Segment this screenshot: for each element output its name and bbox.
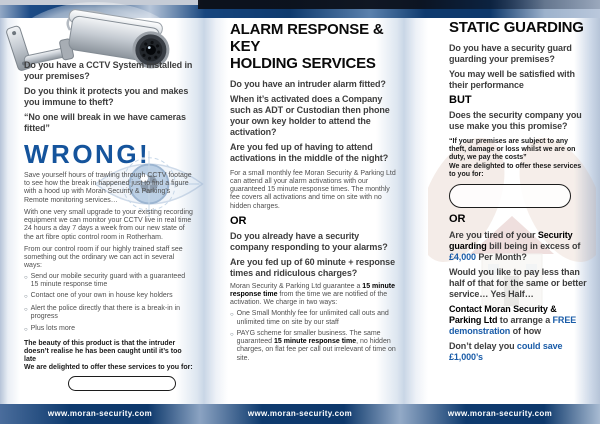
- circle-bullet-icon: ○: [24, 274, 28, 281]
- or-divider: OR: [230, 214, 247, 227]
- circle-bullet-icon: ○: [230, 312, 234, 319]
- list-item: ○ One Small Monthly fee for unlimited call outs and unlimited time on site by our staff: [230, 310, 389, 326]
- or-divider: OR: [449, 213, 466, 225]
- cctv-question-1: Do you have a CCTV System installed in your premises?: [24, 60, 193, 81]
- price-write-in-box: [449, 184, 571, 208]
- guarding-title: STATIC GUARDING: [449, 19, 584, 36]
- guarding-question-4: Are you tired of your Security guarding bill being in excess of £4,000 Per Month?: [449, 230, 581, 262]
- footer-bar: [0, 404, 600, 424]
- wrong-headline: WRONG!: [24, 138, 151, 169]
- cctv-question-2: Do you think it protects you and makes you immune to theft?: [24, 85, 189, 107]
- dont-delay-line: Don’t delay you could save £1,000’s: [449, 340, 563, 362]
- list-item: ○ Alert the police directly that there is a break-in in progress: [24, 305, 181, 321]
- circle-bullet-icon: ○: [24, 294, 28, 301]
- footer-url: www.moran-security.com: [47, 409, 153, 418]
- alarm-title-line-1: ALARM RESPONSE & KEY: [230, 21, 384, 55]
- circle-bullet-icon: ○: [24, 326, 28, 333]
- list-item: ○ Send our mobile security guard with a guaranteed 15 minute response time: [24, 272, 186, 288]
- circle-bullet-icon: ○: [230, 331, 234, 338]
- beauty-statement: The beauty of this product is that the intruder doesn’t realise he has been caught until it’s too late: [24, 339, 182, 364]
- alarm-paragraph: For a small monthly fee Moran Security & Parking Ltd can attend all your alarm activations with our guaranteed 15 minute response times. The monthly fee covers all activations and time on site with no hidden charges.: [230, 169, 396, 210]
- cctv-question-3: “No one will break in we have cameras fitted”: [24, 111, 186, 133]
- alarm-question-2: When it’s activated does a Company such as ADT or Custodian then phone your own key holder to attend the activation?: [230, 93, 390, 137]
- alarm-question-1: Do you have an intruder alarm fitted?: [230, 78, 386, 89]
- cctv-paragraph-2: With one very small upgrade to your existing recording equipment we can monitor your CCTV live in real time 24 hours a day 7 days a week from our new state of the art fibre optic control room in Rotherham.: [24, 208, 193, 241]
- alarm-question-4: Do you already have a security company responding to your alarms?: [230, 230, 388, 252]
- contact-line: Contact Moran Security & Parking Ltd to arrange a FREE demonstration of how: [449, 303, 577, 336]
- offer-statement: We are delighted to offer these services to you for:: [24, 364, 193, 372]
- guarding-question-5: Would you like to pay less than half of that for the same or better service… Yes Half…: [449, 266, 587, 299]
- but-divider: BUT: [449, 93, 472, 106]
- guarding-question-2: You may well be satisfied with their performance: [449, 68, 575, 90]
- offer-statement: We are delighted to offer these services to you for:: [449, 162, 582, 178]
- cctv-action-list: [24, 273, 194, 335]
- guarding-question-1: Do you have a security guard guarding your premises?: [449, 42, 572, 64]
- alarm-title-line-2: HOLDING SERVICES: [230, 54, 376, 72]
- guarantee-paragraph: Moran Security & Parking Ltd guarantee a 15 minute response time from the time we are notified of the activation. We charge in two ways:: [230, 282, 395, 307]
- header-bar-dark-strip: [198, 0, 600, 9]
- list-item: ○ PAYG scheme for smaller business. The same guaranteed 15 minute response time, no hidden charges, on flat fee per call out irrelevant of time on site.: [230, 329, 396, 362]
- panel-cctv: [24, 60, 194, 391]
- footer-url: www.moran-security.com: [447, 409, 553, 418]
- alarm-question-5: Are you fed up of 60 minute + response times and ridiculous charges?: [230, 256, 395, 278]
- list-item: ○ Plus lots more: [24, 324, 75, 333]
- cctv-paragraph-3: From our control room if our highly trained staff see something out the ordinary we can act in several ways:: [24, 245, 183, 270]
- footer-url: www.moran-security.com: [247, 409, 353, 418]
- promise-quote: “If your premises are subject to any theft, damage or loss whilst we are on duty, we pay the costs”: [449, 137, 576, 162]
- alarm-question-3: Are you fed up of having to attend activations in the middle of the night?: [230, 141, 389, 163]
- list-item: ○ Contact one of your own in house key holders: [24, 292, 173, 301]
- panel-alarm-response: [230, 22, 396, 366]
- cctv-paragraph-1: Save yourself hours of trawling through CCTV footage to see how the break in happened just to find a figure with a hood up with Moran Security & Parking’s Remote monitoring services…: [24, 171, 192, 204]
- circle-bullet-icon: ○: [24, 307, 28, 314]
- price-write-in-box: [68, 376, 176, 391]
- panel-static-guarding: [449, 20, 587, 363]
- guarding-question-3: Does the security company you use make you this promise?: [449, 109, 582, 131]
